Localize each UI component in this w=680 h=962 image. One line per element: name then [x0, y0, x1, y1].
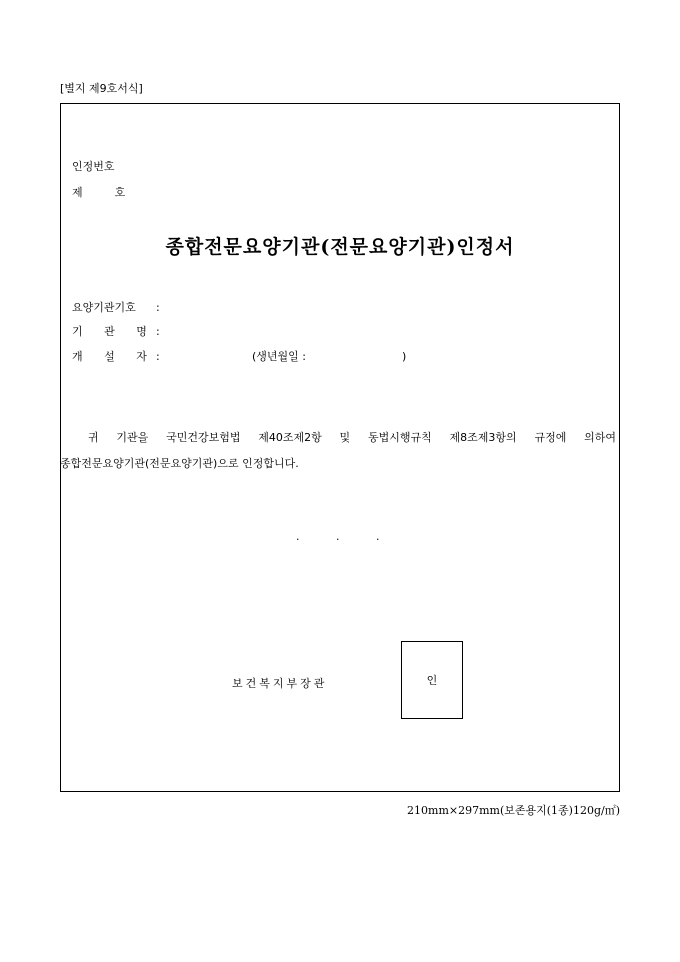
field-colon: :	[156, 350, 160, 363]
birthdate-open: (생년월일 :	[252, 350, 306, 363]
paragraph-line-1: 귀 기관을 국민건강보험법 제40조제2항 및 동법시행규칙 제8조제3항의 규정에 의하여	[88, 431, 616, 444]
form-number-label: [별지 제9호서식]	[60, 82, 143, 95]
field-founder	[72, 348, 164, 364]
field-institution-code	[72, 299, 164, 315]
field-label: 요양기관기호	[72, 301, 136, 314]
date-dot-year: .	[296, 530, 300, 543]
field-label: 기 관 명	[72, 325, 156, 338]
seal-box	[401, 641, 463, 719]
birthdate-close: )	[402, 350, 407, 363]
cert-number-label: 인정번호	[72, 160, 115, 173]
cert-number-suffix: 호	[114, 186, 126, 199]
field-institution-name	[72, 323, 164, 339]
date-line	[296, 530, 416, 543]
paper-spec: 210mm×297mm(보존용지(1종)120g/㎡)	[407, 804, 620, 817]
minister-signature-label: 보건복지부장관	[232, 677, 328, 690]
field-label: 개 설 자	[72, 350, 156, 363]
certification-paragraph	[60, 425, 616, 477]
cert-number-prefix: 제	[72, 186, 83, 199]
document-title: 종합전문요양기관(전문요양기관)인정서	[165, 236, 515, 258]
seal-label: 인	[426, 674, 438, 687]
date-dot-month: .	[336, 530, 340, 543]
field-colon: :	[156, 325, 160, 338]
date-dot-day: .	[376, 530, 380, 543]
paragraph-line-2: 종합전문요양기관(전문요양기관)으로 인정합니다.	[60, 457, 299, 470]
field-colon: :	[156, 301, 160, 314]
birthdate-field	[252, 348, 406, 364]
cert-number-row	[72, 184, 125, 200]
